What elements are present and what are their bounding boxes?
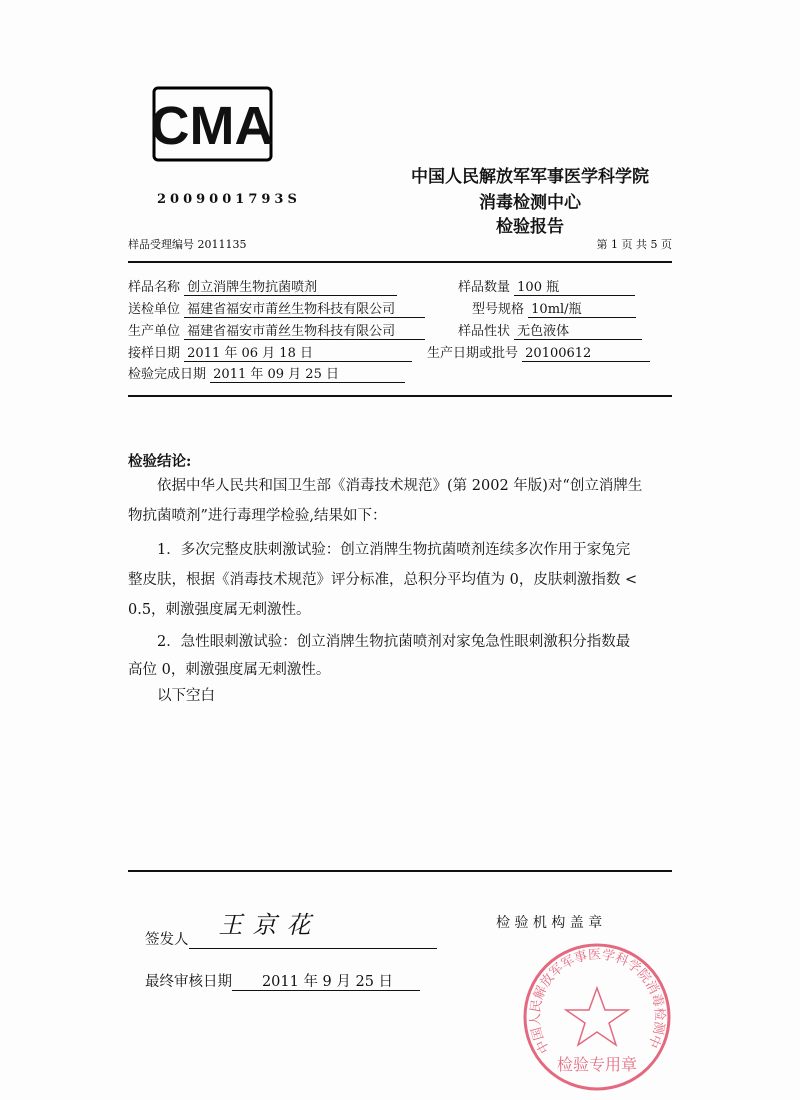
svg-text:CMA: CMA [150,96,274,156]
field-value: 2011 年 06 月 18 日 [184,346,412,362]
cma-code: 2009001793S [157,192,301,207]
conclusion-line: 0.5，刺激强度属无刺激性。 [128,602,311,618]
conclusion-heading: 检验结论: [128,453,192,470]
issuer-signature: 王京花 [218,911,321,939]
field-label: 样品名称 [128,280,181,295]
center-name: 消毒检测中心 [479,193,581,213]
official-seal [520,940,675,1095]
conclusion-line: 1．多次完整皮肤刺激试验：创立消牌生物抗菌喷剂连续多次作用于家兔完 [157,542,631,558]
issuer-line [189,911,437,949]
field-value: 创立消牌生物抗菌喷剂 [184,280,397,296]
review-date [145,970,420,991]
conclusion-line: 依据中华人民共和国卫生部《消毒技术规范》(第 2002 年版)对“创立消牌生 [157,478,643,494]
field-label: 型号规格 [472,302,525,317]
field-finish-date [128,363,405,383]
conclusion-line: 2．急性眼刺激试验：创立消牌生物抗菌喷剂对家兔急性眼刺激积分指数最 [157,634,631,650]
seal-ring-text: 中国人民解放军军事医学科学院消毒检测中 [528,947,667,1056]
issuer [145,911,437,949]
field-label: 送检单位 [128,302,181,317]
field-producer [128,320,425,340]
field-label: 生产单位 [128,324,181,339]
field-receive-date [128,342,412,362]
conclusion-line: 以下空白 [157,688,215,704]
field-sample-qty [458,276,635,296]
field-sender [128,298,425,318]
page-info: 第 1 页 共 5 页 [596,238,672,251]
accept-number: 样品受理编号 2011135 [128,238,247,251]
star-icon [566,988,628,1045]
institute-name: 中国人民解放军军事医学科学院 [411,167,649,187]
field-label: 生产日期或批号 [427,346,519,361]
footer-rule [128,870,672,872]
conclusion-line: 物抗菌喷剂”进行毒理学检验,结果如下： [128,508,387,524]
field-label: 检验完成日期 [128,367,207,382]
field-value: 福建省福安市莆丝生物科技有限公司 [184,302,425,318]
field-sample-name [128,276,397,296]
seal-center-text: 检验专用章 [556,1055,638,1074]
report-title: 检验报告 [496,217,564,237]
fields-rule [128,395,672,397]
review-value: 2011 年 9 月 25 日 [232,975,420,991]
field-value: 20100612 [522,346,650,362]
field-value: 10ml/瓶 [528,302,636,318]
conclusion-line: 整皮肤，根据《消毒技术规范》评分标准，总积分平均值为 0，皮肤刺激指数 < [128,572,638,588]
field-label: 样品性状 [458,324,511,339]
field-value: 2011 年 09 月 25 日 [210,367,405,383]
conclusion-line: 高位 0，刺激强度属无刺激性。 [128,662,331,678]
field-label: 接样日期 [128,346,181,361]
field-label: 样品数量 [458,280,511,295]
field-batch [427,342,650,362]
cma-logo [150,84,275,164]
header-rule [128,261,672,263]
review-label: 最终审核日期 [145,974,232,990]
field-value: 无色液体 [514,324,642,340]
field-state [458,320,642,340]
seal-label: 检 验 机 构 盖 章 [496,915,603,931]
field-value: 100 瓶 [514,280,635,296]
field-model [472,298,636,318]
issuer-label: 签发人 [145,932,189,948]
field-value: 福建省福安市莆丝生物科技有限公司 [184,324,425,340]
